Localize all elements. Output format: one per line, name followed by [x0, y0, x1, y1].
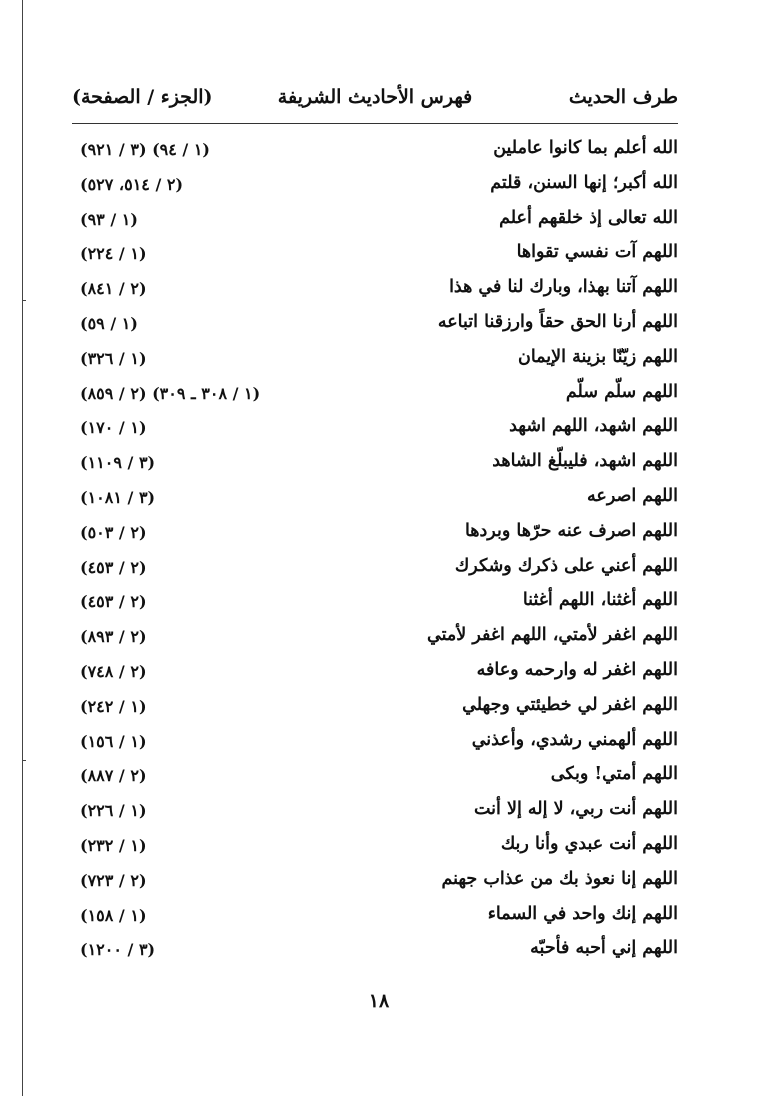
index-entry-row: [72, 691, 678, 726]
volume-page-reference: (١ / ١٥٦): [80, 731, 147, 751]
page-number: ١٨: [368, 990, 390, 1012]
volume-page-reference: (١ / ٩٤) (٣ / ٩٢١): [80, 140, 210, 159]
volume-page-reference: (١ / ٢٤٢): [80, 696, 147, 716]
hadith-text: اللهم إنا نعوذ بك من عذاب جهنم: [441, 868, 678, 889]
index-entry-row: [72, 586, 678, 621]
hadith-text: اللهم آتنا بهذا، وبارك لنا في هذا: [449, 277, 678, 298]
hadith-text: اللهم اصرعه: [587, 485, 678, 506]
volume-page-reference: (١ / ١٥٨): [80, 905, 147, 925]
hadith-text: اللهم اصرف عنه حرّها وبردها: [464, 520, 678, 541]
volume-page-reference: (٢ / ٧٢٣): [80, 870, 147, 890]
index-entry-row: [72, 447, 678, 482]
index-entry-row: [72, 343, 678, 378]
hadith-text: اللهم سلّم سلّم: [565, 381, 678, 402]
index-entry-row: [72, 308, 678, 343]
volume-page-reference: (١ / ٣٠٨ ـ ٣٠٩) (٢ / ٨٥٩): [80, 383, 261, 403]
hadith-text: اللهم اغفر لي خطيئتي وجهلي: [462, 694, 678, 715]
hadith-text: اللهم أغثنا، اللهم أغثنا: [522, 590, 678, 611]
index-entry-row: [72, 552, 678, 587]
header-reference-column-title: (الجزء / الصفحة): [72, 86, 213, 108]
volume-page-reference: (٢ / ٤٥٣): [80, 557, 147, 577]
header-divider: [72, 123, 678, 124]
index-entry-row: [72, 621, 678, 656]
volume-page-reference: (٢ / ٧٤٨): [80, 661, 147, 681]
hadith-text: اللهم إنك واحد في السماء: [487, 903, 678, 924]
index-entry-row: [72, 378, 678, 413]
binding-margin-line: [22, 0, 23, 1096]
volume-page-reference: (٣ / ١٢٠٠): [80, 940, 156, 960]
header-index-title: فهرس الأحاديث الشريفة: [277, 86, 473, 108]
volume-page-reference: (٣ / ١٠٨١): [80, 487, 156, 507]
index-entry-row: [72, 273, 678, 308]
index-entry-row: [72, 656, 678, 691]
volume-page-reference: (١ / ٣٢٦): [80, 348, 147, 368]
hadith-text: اللهم أمتي! وبكى: [550, 764, 678, 785]
volume-page-reference: (١ / ٢٢٦): [80, 801, 147, 821]
volume-page-reference: (١ / ٢٢٤): [80, 244, 147, 264]
hadith-text: اللهم زيّنّا بزينة الإيمان: [518, 346, 678, 367]
hadith-text: الله أكبر؛ إنها السنن، قلتم: [490, 172, 678, 193]
hadith-text: اللهم إني أحبه فأحبّه: [530, 938, 678, 959]
header-hadith-column-title: طرف الحديث: [568, 86, 678, 108]
margin-tick: [22, 760, 26, 761]
hadith-text: الله أعلم بما كانوا عاملين: [493, 138, 678, 158]
index-entry-row: [72, 795, 678, 830]
volume-page-reference: (٢ / ٨٤١): [80, 279, 147, 299]
volume-page-reference: (١ / ٢٣٢): [80, 835, 147, 855]
index-entry-row: [72, 134, 678, 169]
index-entry-row: [72, 934, 678, 969]
hadith-text: اللهم أعني على ذكرك وشكرك: [454, 555, 678, 576]
hadith-text: اللهم اشهد، فليبلّغ الشاهد: [492, 451, 678, 472]
index-entry-row: [72, 830, 678, 865]
volume-page-reference: (١ / ٥٩): [80, 313, 138, 333]
hadith-text: الله تعالى إذ خلقهم أعلم: [499, 207, 678, 228]
hadith-text: اللهم اغفر له وارحمه وعافه: [476, 659, 678, 680]
volume-page-reference: (٢ / ٤٥٣): [80, 592, 147, 612]
index-entry-row: [72, 412, 678, 447]
hadith-text: اللهم أرنا الحق حقاً وارزقنا اتباعه: [437, 311, 678, 332]
volume-page-reference: (٣ / ١١٠٩): [80, 453, 156, 473]
index-entry-row: [72, 726, 678, 761]
hadith-text: اللهم أنت عبدي وأنا ربك: [500, 833, 678, 854]
volume-page-reference: (١ / ١٧٠): [80, 418, 147, 438]
index-entry-row: [72, 169, 678, 204]
volume-page-reference: (٢ / ٨٨٧): [80, 766, 147, 786]
volume-page-reference: (٢ / ٥١٤، ٥٢٧): [80, 174, 184, 194]
volume-page-reference: (١ / ٩٣): [80, 209, 138, 229]
volume-page-reference: (٢ / ٥٠٣): [80, 522, 147, 542]
index-entry-row: [72, 482, 678, 517]
hadith-text: اللهم اغفر لأمتي، اللهم اغفر لأمتي: [427, 625, 678, 646]
margin-tick: [22, 300, 26, 301]
page-header: [72, 86, 678, 120]
hadith-text: اللهم آت نفسي تقواها: [516, 242, 678, 263]
hadith-text: اللهم اشهد، اللهم اشهد: [509, 416, 678, 437]
volume-page-reference: (٢ / ٨٩٣): [80, 627, 147, 647]
hadith-index-list: [72, 134, 678, 969]
index-entry-row: [72, 900, 678, 935]
index-entry-row: [72, 865, 678, 900]
index-entry-row: [72, 760, 678, 795]
index-entry-row: [72, 238, 678, 273]
index-entry-row: [72, 204, 678, 239]
hadith-text: اللهم أنت ربي، لا إله إلا أنت: [473, 799, 678, 820]
index-entry-row: [72, 517, 678, 552]
hadith-text: اللهم ألهمني رشدي، وأعذني: [471, 729, 678, 750]
